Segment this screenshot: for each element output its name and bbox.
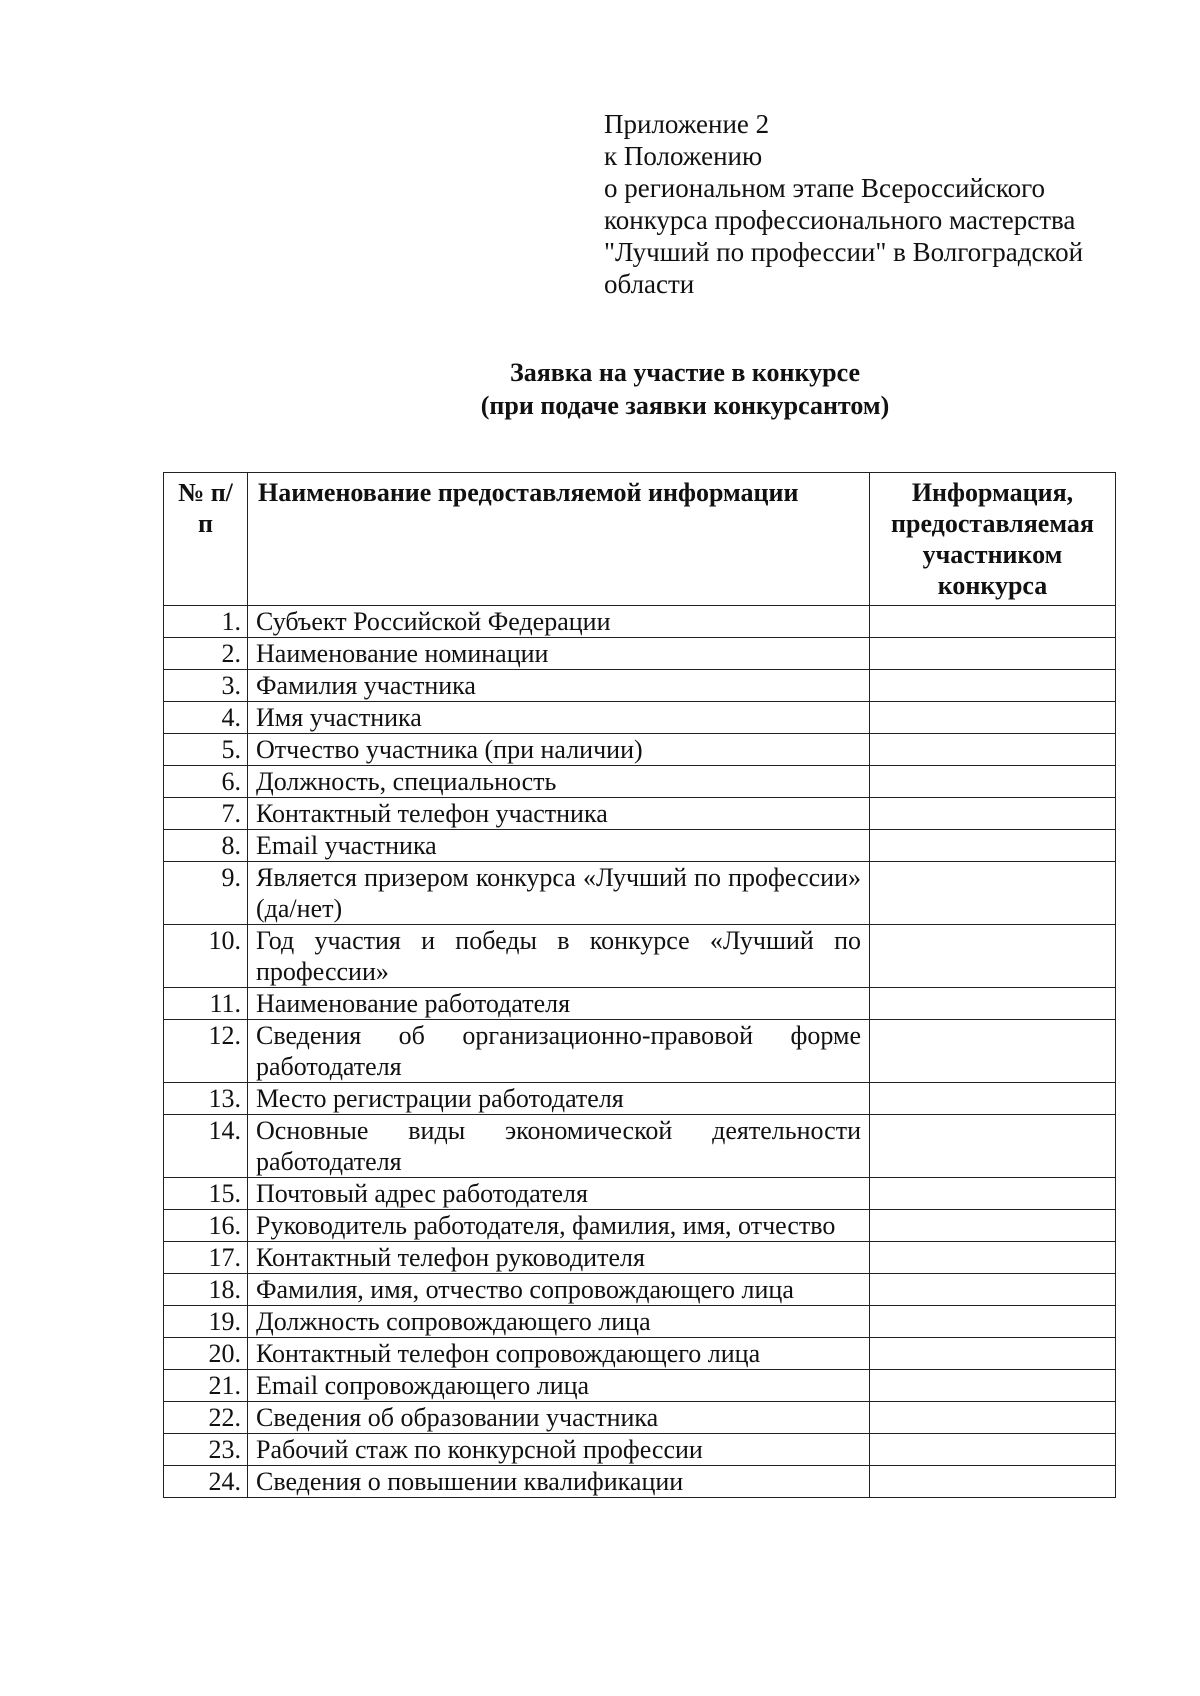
appendix-line: о региональном этапе Всероссийского (604, 173, 1045, 203)
answer-cell[interactable] (870, 1242, 1116, 1274)
row-number: 8. (164, 830, 248, 862)
row-label: Наименование номинации (248, 638, 870, 670)
header-info: Информация, предоставляемая участником конкурса (870, 473, 1116, 606)
row-number: 15. (164, 1178, 248, 1210)
row-label: Год участия и победы в конкурсе «Лучший по профессии» (248, 925, 870, 988)
table-row (164, 1306, 1116, 1338)
answer-cell[interactable] (870, 702, 1116, 734)
row-label: Почтовый адрес работодателя (248, 1178, 870, 1210)
row-label: Имя участника (248, 702, 870, 734)
row-number: 16. (164, 1210, 248, 1242)
table-row (164, 1338, 1116, 1370)
table-row (164, 638, 1116, 670)
row-label: Фамилия, имя, отчество сопровождающего лица (248, 1274, 870, 1306)
answer-cell[interactable] (870, 606, 1116, 638)
appendix-line: Приложение 2 (604, 109, 770, 139)
row-number: 2. (164, 638, 248, 670)
row-number: 5. (164, 734, 248, 766)
table-row (164, 1242, 1116, 1274)
table-row (164, 606, 1116, 638)
answer-cell[interactable] (870, 862, 1116, 925)
row-number: 10. (164, 925, 248, 988)
answer-cell[interactable] (870, 1274, 1116, 1306)
answer-cell[interactable] (870, 670, 1116, 702)
row-label: Сведения об организационно-правовой форме работодателя (248, 1020, 870, 1083)
table-row (164, 1370, 1116, 1402)
row-label: Является призером конкурса «Лучший по профессии» (да/нет) (248, 862, 870, 925)
row-number: 13. (164, 1083, 248, 1115)
answer-cell[interactable] (870, 1338, 1116, 1370)
row-label: Субъект Российской Федерации (248, 606, 870, 638)
answer-cell[interactable] (870, 1020, 1116, 1083)
table-row (164, 862, 1116, 925)
table-row (164, 702, 1116, 734)
row-number: 22. (164, 1402, 248, 1434)
answer-cell[interactable] (870, 1083, 1116, 1115)
table-row (164, 988, 1116, 1020)
row-number: 4. (164, 702, 248, 734)
row-number: 14. (164, 1115, 248, 1178)
row-number: 11. (164, 988, 248, 1020)
table-row (164, 1020, 1116, 1083)
answer-cell[interactable] (870, 638, 1116, 670)
header-name: Наименование предоставляемой информации (248, 473, 870, 606)
table-body (164, 606, 1116, 1498)
answer-cell[interactable] (870, 1402, 1116, 1434)
row-label: Основные виды экономической деятельности работодателя (248, 1115, 870, 1178)
row-label: Должность, специальность (248, 766, 870, 798)
row-label: Email участника (248, 830, 870, 862)
row-number: 12. (164, 1020, 248, 1083)
row-number: 24. (164, 1466, 248, 1498)
row-label: Сведения о повышении квалификации (248, 1466, 870, 1498)
answer-cell[interactable] (870, 766, 1116, 798)
row-number: 17. (164, 1242, 248, 1274)
appendix-line: "Лучший по профессии" в Волгоградской (604, 237, 1084, 267)
title-line-2: (при подаче заявки конкурсантом) (480, 391, 890, 420)
answer-cell[interactable] (870, 1466, 1116, 1498)
table-row (164, 1178, 1116, 1210)
appendix-block (604, 108, 1164, 300)
header-number: № п/п (164, 473, 248, 606)
row-label: Должность сопровождающего лица (248, 1306, 870, 1338)
table-row (164, 1434, 1116, 1466)
row-label: Фамилия участника (248, 670, 870, 702)
table-row (164, 1083, 1116, 1115)
table-row (164, 798, 1116, 830)
table-row (164, 734, 1116, 766)
row-label: Контактный телефон участника (248, 798, 870, 830)
answer-cell[interactable] (870, 925, 1116, 988)
table-header-row (164, 473, 1116, 606)
row-label: Email сопровождающего лица (248, 1370, 870, 1402)
table-row (164, 766, 1116, 798)
table-row (164, 830, 1116, 862)
answer-cell[interactable] (870, 798, 1116, 830)
row-label: Место регистрации работодателя (248, 1083, 870, 1115)
row-label: Руководитель работодателя, фамилия, имя, отчество (248, 1210, 870, 1242)
row-number: 1. (164, 606, 248, 638)
row-label: Контактный телефон руководителя (248, 1242, 870, 1274)
appendix-line: области (604, 269, 695, 299)
title-line-1: Заявка на участие в конкурсе (509, 358, 861, 387)
answer-cell[interactable] (870, 1210, 1116, 1242)
row-label: Сведения об образовании участника (248, 1402, 870, 1434)
answer-cell[interactable] (870, 1306, 1116, 1338)
table-row (164, 1274, 1116, 1306)
row-number: 6. (164, 766, 248, 798)
answer-cell[interactable] (870, 988, 1116, 1020)
row-number: 7. (164, 798, 248, 830)
answer-cell[interactable] (870, 1434, 1116, 1466)
appendix-line: конкурса профессионального мастерства (604, 205, 1076, 235)
row-number: 23. (164, 1434, 248, 1466)
row-label: Контактный телефон сопровождающего лица (248, 1338, 870, 1370)
table-row (164, 1466, 1116, 1498)
appendix-line: к Положению (604, 141, 763, 171)
answer-cell[interactable] (870, 734, 1116, 766)
table-row (164, 670, 1116, 702)
table-row (164, 925, 1116, 988)
answer-cell[interactable] (870, 830, 1116, 862)
row-number: 3. (164, 670, 248, 702)
table-row (164, 1210, 1116, 1242)
row-number: 21. (164, 1370, 248, 1402)
document-title (0, 356, 1200, 422)
answer-cell[interactable] (870, 1178, 1116, 1210)
row-number: 19. (164, 1306, 248, 1338)
answer-cell[interactable] (870, 1115, 1116, 1178)
application-form-table (163, 472, 1116, 1498)
row-label: Наименование работодателя (248, 988, 870, 1020)
row-number: 9. (164, 862, 248, 925)
table-row (164, 1402, 1116, 1434)
row-number: 20. (164, 1338, 248, 1370)
row-label: Рабочий стаж по конкурсной профессии (248, 1434, 870, 1466)
row-label: Отчество участника (при наличии) (248, 734, 870, 766)
row-number: 18. (164, 1274, 248, 1306)
answer-cell[interactable] (870, 1370, 1116, 1402)
table-row (164, 1115, 1116, 1178)
